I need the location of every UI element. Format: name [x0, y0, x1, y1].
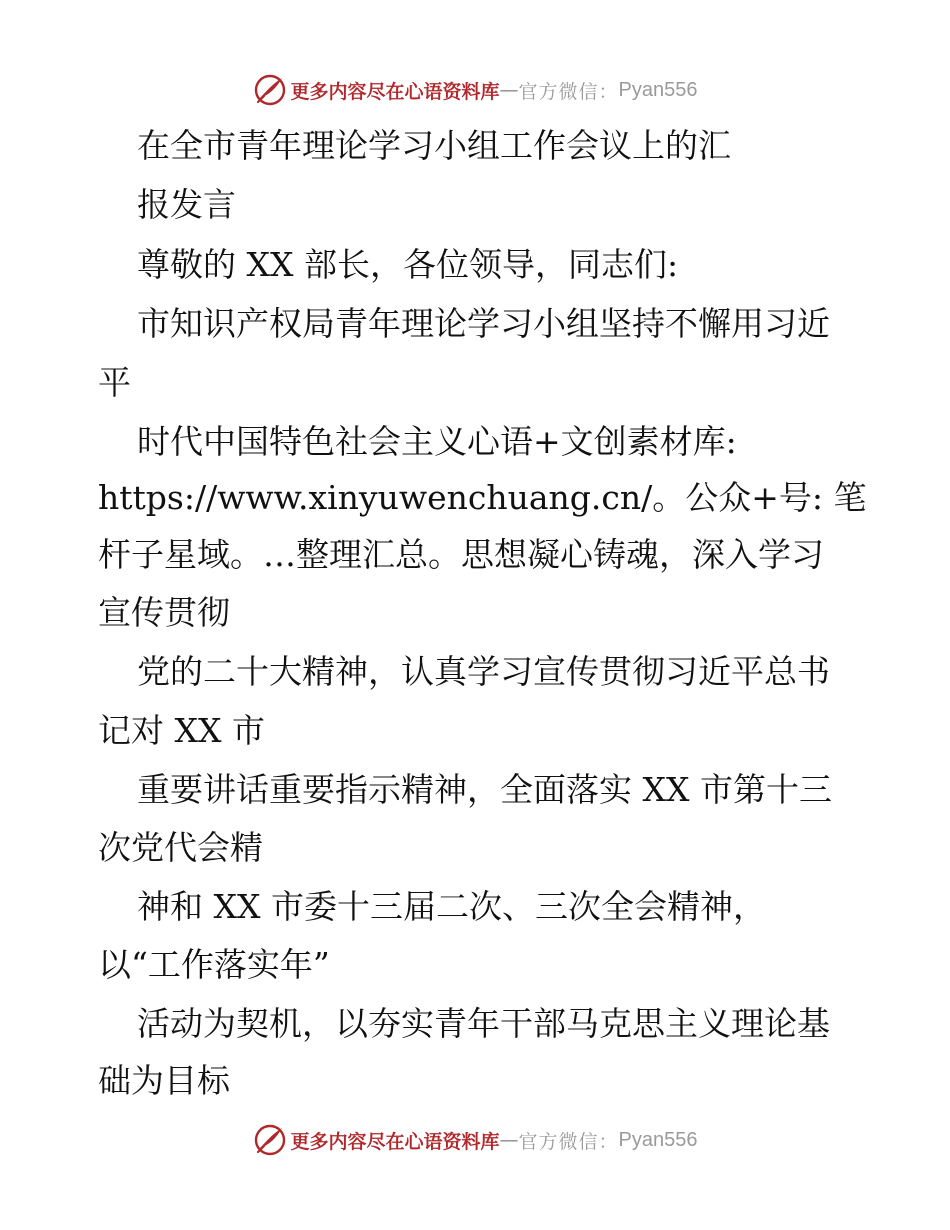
watermark-label: 官方微信： — [518, 80, 619, 103]
text-line: 尊敬的 XX 部长，各位领导，同志们: — [137, 245, 679, 284]
watermark-dash: — — [499, 79, 519, 101]
watermark-label: 官方微信： — [518, 1130, 619, 1153]
text-line: 记对 XX 市 — [98, 711, 265, 750]
text-line: https://www.xinyuwenchuang.cn/。公众+号: 笔 — [98, 478, 867, 517]
watermark-brand: 更多内容尽在心语资料库 — [290, 80, 500, 103]
text-line: 在全市青年理论学习小组工作会议上的汇 — [137, 126, 731, 165]
text-line: 党的二十大精神，认真学习宣传贯彻习近平总书 — [137, 652, 830, 691]
footer-watermark — [0, 1122, 950, 1158]
text-line: 报发言 — [137, 185, 236, 224]
text-line: 平 — [98, 363, 131, 402]
text-line: 时代中国特色社会主义心语+文创素材库: — [137, 422, 737, 461]
text-line: 活动为契机，以夯实青年干部马克思主义理论基 — [137, 1004, 830, 1043]
header-watermark — [0, 72, 950, 108]
watermark-dash: — — [499, 1129, 519, 1151]
text-line: 次党代会精 — [98, 828, 263, 867]
text-line: 以“工作落实年” — [98, 945, 330, 984]
text-line: 重要讲话重要指示精神，全面落实 XX 市第十三 — [137, 770, 832, 809]
watermark-account: Pyan556 — [618, 78, 698, 101]
text-line: 市知识产权局青年理论学习小组坚持不懈用习近 — [137, 304, 830, 343]
text-line: 杆子星域。…整理汇总。思想凝心铸魂，深入学习 — [98, 535, 824, 574]
watermark-account: Pyan556 — [618, 1128, 698, 1151]
quill-logo-icon — [253, 73, 287, 107]
watermark-brand: 更多内容尽在心语资料库 — [290, 1130, 500, 1153]
text-line: 神和 XX 市委十三届二次、三次全会精神， — [137, 887, 766, 926]
quill-logo-icon — [253, 1123, 287, 1157]
text-line: 宣传贯彻 — [98, 593, 230, 632]
text-line: 础为目标 — [98, 1061, 230, 1100]
